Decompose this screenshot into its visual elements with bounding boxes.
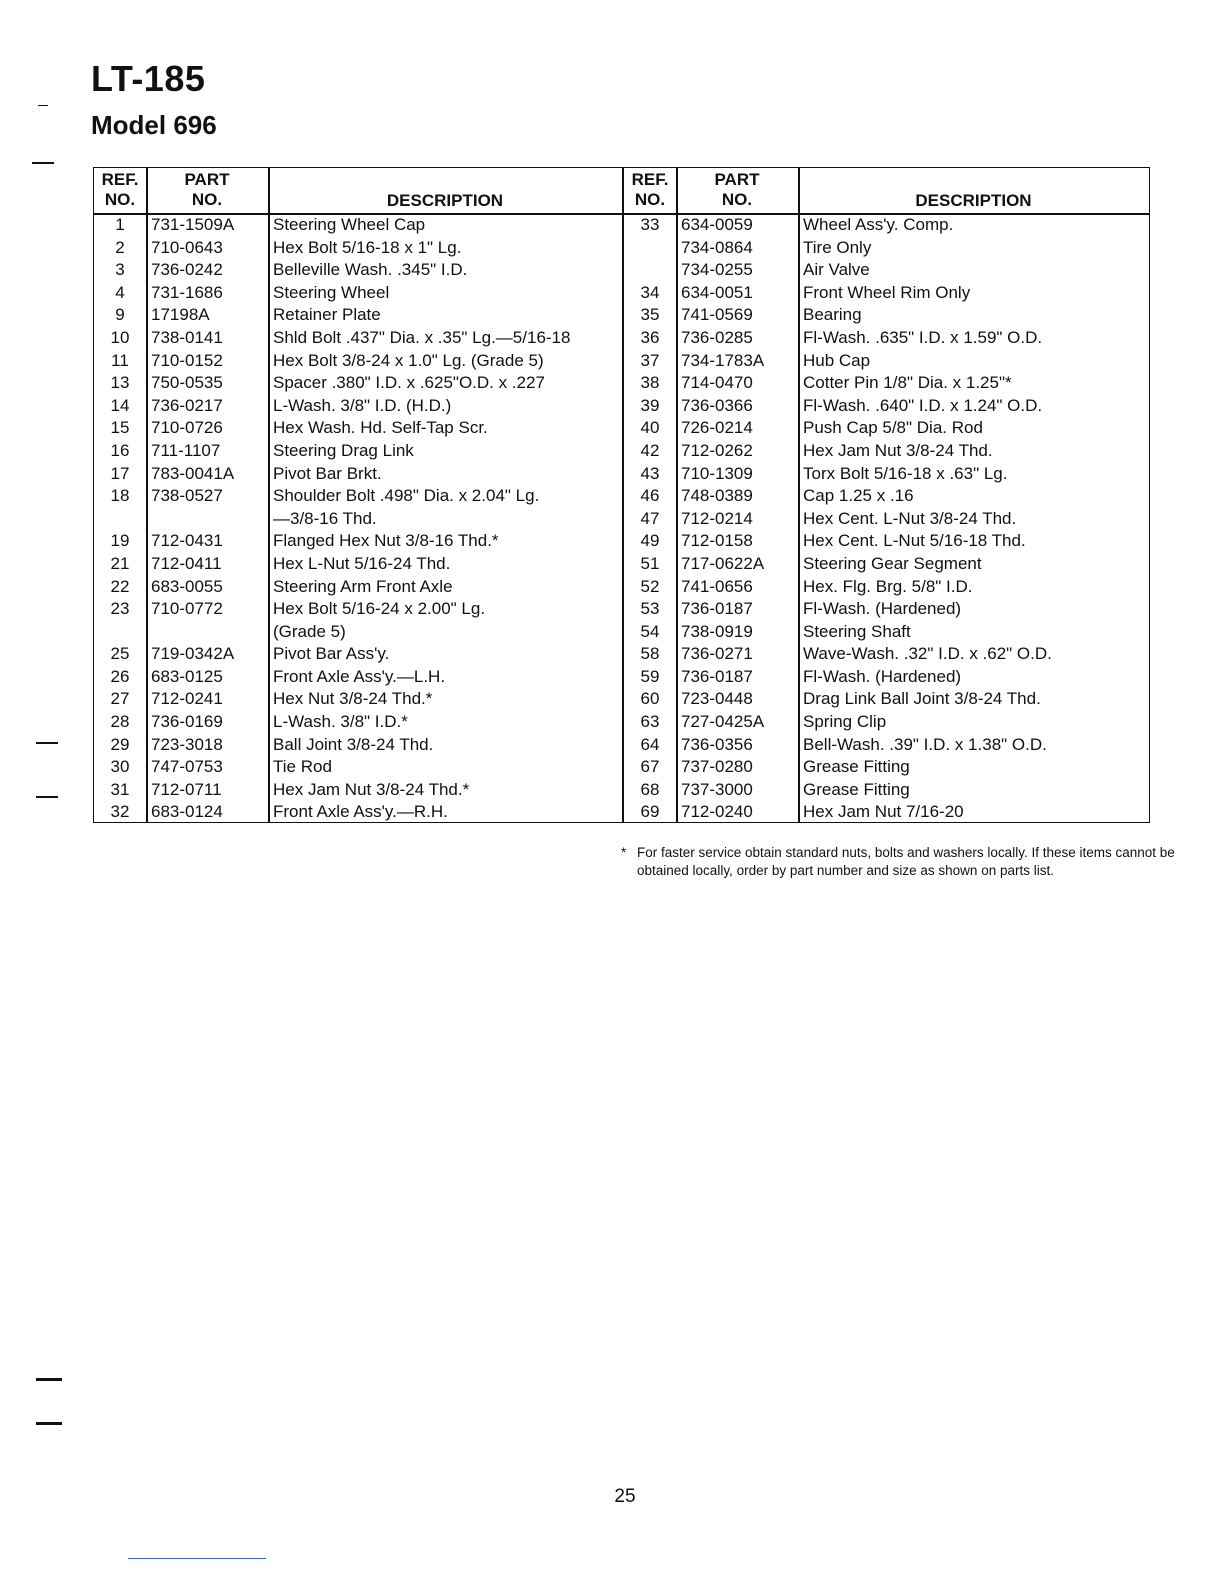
part-no: 736-0356 <box>681 734 753 754</box>
part-description: Hex Cent. L-Nut 5/16-18 Thd. <box>803 531 1026 551</box>
part-description: Hex Bolt 5/16-18 x 1" Lg. <box>273 237 462 257</box>
ref-no: 40 <box>640 418 660 438</box>
part-description: Hex Bolt 5/16-24 x 2.00" Lg. <box>273 599 486 619</box>
ref-no: 16 <box>110 440 130 460</box>
ref-no: 29 <box>110 734 130 754</box>
margin-mark <box>36 1422 62 1425</box>
part-description: Front Wheel Rim Only <box>803 282 971 302</box>
ref-no: 31 <box>110 779 130 799</box>
right-rows <box>624 214 1149 824</box>
page-number: 25 <box>614 1486 636 1507</box>
part-no: 737-0280 <box>681 757 753 777</box>
table-row <box>94 440 624 463</box>
footnote <box>621 844 1181 880</box>
ref-no: 11 <box>111 350 129 370</box>
table-row <box>94 598 624 621</box>
part-no: 731-1509A <box>151 215 235 234</box>
part-description: Steering Arm Front Axle <box>273 576 453 596</box>
footer-rule <box>128 1558 266 1559</box>
part-no-header <box>146 168 268 213</box>
ref-no: 69 <box>640 802 660 822</box>
part-no: 727-0425A <box>681 712 765 732</box>
table-row <box>624 417 1149 440</box>
part-no: 736-0169 <box>151 712 223 732</box>
part-description: Bell-Wash. .39" I.D. x 1.38" O.D. <box>803 734 1047 754</box>
ref-no: 38 <box>640 373 660 393</box>
table-row <box>94 688 624 711</box>
ref-no: 19 <box>110 531 130 551</box>
part-no: 736-0242 <box>151 260 223 280</box>
ref-no: 58 <box>640 644 660 664</box>
table-row <box>94 214 624 237</box>
ref-no: 60 <box>640 689 660 709</box>
table-row <box>624 508 1149 531</box>
table-row <box>94 643 624 666</box>
part-description: Wheel Ass'y. Comp. <box>803 215 954 234</box>
part-no: 738-0527 <box>151 486 223 506</box>
table-row <box>624 598 1149 621</box>
table-row <box>624 395 1149 418</box>
part-description: Bearing <box>803 305 862 325</box>
table-row <box>624 666 1149 689</box>
table-row <box>624 304 1149 327</box>
part-header-top: PART <box>184 170 230 189</box>
table-row <box>624 282 1149 305</box>
part-description: Front Axle Ass'y.—L.H. <box>273 666 446 686</box>
part-no: 747-0753 <box>151 757 223 777</box>
part-description: Ball Joint 3/8-24 Thd. <box>273 734 434 754</box>
footnote-bullet: * <box>621 845 627 860</box>
ref-no: 28 <box>110 712 130 732</box>
part-no: 741-0656 <box>681 576 753 596</box>
table-row <box>94 237 624 260</box>
ref-no: 37 <box>640 350 660 370</box>
table-row <box>94 485 624 508</box>
ref-no: 49 <box>640 531 660 551</box>
part-header-bottom: NO. <box>191 190 223 209</box>
part-no: 712-0411 <box>151 553 222 573</box>
table-row <box>94 711 624 734</box>
table-row <box>624 576 1149 599</box>
table-row <box>624 440 1149 463</box>
part-no: 737-3000 <box>681 779 753 799</box>
table-row <box>94 530 624 553</box>
ref-header-bottom: NO. <box>634 190 666 209</box>
table-row <box>624 643 1149 666</box>
table-row <box>624 259 1149 282</box>
parts-table-right <box>624 168 1149 822</box>
table-row <box>624 621 1149 644</box>
ref-no: 52 <box>640 576 660 596</box>
ref-no: 14 <box>110 395 130 415</box>
table-row <box>94 417 624 440</box>
table-row <box>94 621 624 644</box>
table-row <box>94 756 624 779</box>
part-no: 723-0448 <box>681 689 753 709</box>
part-no: 712-0240 <box>681 802 753 822</box>
part-description: Hub Cap <box>803 350 871 370</box>
part-description: Tire Only <box>803 237 872 257</box>
description-header: DESCRIPTION <box>915 191 1032 210</box>
margin-mark <box>36 742 58 744</box>
table-row <box>624 688 1149 711</box>
ref-header-top: REF. <box>631 170 669 189</box>
ref-no: 15 <box>110 418 130 438</box>
part-no: 710-0152 <box>151 350 223 370</box>
part-description: Fl-Wash. (Hardened) <box>803 599 962 619</box>
part-description: L-Wash. 3/8" I.D.* <box>273 712 408 732</box>
part-description: Torx Bolt 5/16-18 x .63" Lg. <box>803 463 1008 483</box>
part-no: 726-0214 <box>681 418 753 438</box>
ref-no: 51 <box>640 553 660 573</box>
ref-header-bottom: NO. <box>104 190 136 209</box>
table-row <box>94 553 624 576</box>
ref-no: 27 <box>110 689 130 709</box>
part-description: Steering Gear Segment <box>803 553 982 573</box>
part-description: Shld Bolt .437" Dia. x .35" Lg.—5/16-18 <box>273 327 571 347</box>
part-description: Flanged Hex Nut 3/8-16 Thd.* <box>273 531 499 551</box>
part-no: 711-1107 <box>151 440 221 460</box>
ref-no: 21 <box>110 553 130 573</box>
part-no: 783-0041A <box>151 463 235 483</box>
ref-no: 18 <box>110 486 130 506</box>
part-description: Pivot Bar Brkt. <box>273 463 382 483</box>
parts-table-left <box>94 168 624 822</box>
part-description: (Grade 5) <box>273 621 346 641</box>
part-description: Fl-Wash. .635" I.D. x 1.59" O.D. <box>803 327 1043 347</box>
ref-no: 64 <box>640 734 660 754</box>
part-no: 717-0622A <box>681 553 765 573</box>
part-no: 710-0726 <box>151 418 223 438</box>
ref-no: 59 <box>640 666 660 686</box>
part-no: 710-0772 <box>151 599 223 619</box>
part-no: 683-0055 <box>151 576 223 596</box>
ref-no: 2 <box>115 237 125 257</box>
part-description: Hex Jam Nut 3/8-24 Thd. <box>803 440 993 460</box>
part-no: 634-0051 <box>681 282 753 302</box>
part-no: 748-0389 <box>681 486 753 506</box>
part-description: Grease Fitting <box>803 779 910 799</box>
table-row <box>624 756 1149 779</box>
ref-no: 17 <box>110 463 130 483</box>
ref-no: 22 <box>110 576 130 596</box>
model-subtitle: Model 696 <box>91 110 217 140</box>
table-row <box>624 553 1149 576</box>
ref-no: 43 <box>640 463 660 483</box>
ref-no: 23 <box>110 599 130 619</box>
part-no: 736-0187 <box>681 666 753 686</box>
ref-no: 68 <box>640 779 660 799</box>
table-row <box>94 508 624 531</box>
part-no: 736-0271 <box>681 644 753 664</box>
table-row <box>94 801 624 824</box>
part-description: Steering Wheel <box>273 282 390 302</box>
ref-no: 25 <box>110 644 130 664</box>
part-no: 736-0187 <box>681 599 753 619</box>
part-no: 750-0535 <box>151 373 223 393</box>
table-row <box>624 463 1149 486</box>
part-description: Spring Clip <box>803 712 887 732</box>
part-description: Belleville Wash. .345" I.D. <box>273 260 468 280</box>
part-no: 712-0431 <box>151 531 223 551</box>
table-row <box>624 779 1149 802</box>
ref-no: 4 <box>115 282 125 302</box>
table-row <box>94 779 624 802</box>
margin-mark <box>38 105 48 106</box>
table-row <box>94 666 624 689</box>
part-no: 17198A <box>151 305 210 325</box>
part-no-header <box>676 168 798 213</box>
part-description: Shoulder Bolt .498" Dia. x 2.04" Lg. <box>273 486 540 506</box>
table-row <box>94 395 624 418</box>
ref-no: 9 <box>115 305 125 325</box>
table-row <box>624 372 1149 395</box>
part-description: Cotter Pin 1/8" Dia. x 1.25"* <box>803 373 1012 393</box>
ref-no: 46 <box>640 486 660 506</box>
table-row <box>624 734 1149 757</box>
part-no: 710-1309 <box>681 463 753 483</box>
part-description: Steering Drag Link <box>273 440 414 460</box>
part-description: Steering Wheel Cap <box>273 215 426 234</box>
table-row <box>624 214 1149 237</box>
table-row <box>624 327 1149 350</box>
table-row <box>94 463 624 486</box>
part-header-bottom: NO. <box>721 190 753 209</box>
part-no: 712-0262 <box>681 440 753 460</box>
part-no: 736-0285 <box>681 327 753 347</box>
table-row <box>94 304 624 327</box>
part-no: 741-0569 <box>681 305 753 325</box>
table-row <box>624 530 1149 553</box>
ref-no: 26 <box>110 666 130 686</box>
table-row <box>94 734 624 757</box>
part-no: 712-0241 <box>151 689 223 709</box>
part-no: 731-1686 <box>151 282 223 302</box>
description-header: DESCRIPTION <box>386 191 504 210</box>
table-row <box>624 485 1149 508</box>
part-no: 736-0366 <box>681 395 753 415</box>
ref-no: 30 <box>110 757 130 777</box>
ref-no: 33 <box>640 215 660 234</box>
ref-no-header <box>94 168 146 213</box>
part-no: 723-3018 <box>151 734 223 754</box>
ref-no: 67 <box>640 757 660 777</box>
part-description: —3/8-16 Thd. <box>273 508 377 528</box>
table-row <box>624 350 1149 373</box>
margin-mark <box>32 162 54 164</box>
left-rows <box>94 214 624 824</box>
part-description: Air Valve <box>803 260 870 280</box>
part-no: 734-0255 <box>681 260 753 280</box>
parts-table <box>93 167 1150 823</box>
ref-no: 47 <box>640 508 660 528</box>
ref-no: 10 <box>110 327 130 347</box>
part-description: Fl-Wash. .640" I.D. x 1.24" O.D. <box>803 395 1043 415</box>
table-row <box>94 282 624 305</box>
part-description: L-Wash. 3/8" I.D. (H.D.) <box>273 395 452 415</box>
ref-no: 39 <box>640 395 660 415</box>
ref-no: 13 <box>110 373 130 393</box>
margin-mark <box>36 796 58 798</box>
part-description: Retainer Plate <box>273 305 381 325</box>
part-no: 683-0124 <box>151 802 223 822</box>
part-description: Hex Jam Nut 7/16-20 <box>803 802 964 822</box>
part-description: Push Cap 5/8" Dia. Rod <box>803 418 983 438</box>
part-description: Hex L-Nut 5/16-24 Thd. <box>273 553 451 573</box>
part-no: 714-0470 <box>681 373 753 393</box>
part-description: Steering Shaft <box>803 621 911 641</box>
ref-no: 35 <box>640 305 660 325</box>
part-description: Hex Nut 3/8-24 Thd.* <box>273 689 433 709</box>
table-row <box>624 711 1149 734</box>
part-description: Spacer .380" I.D. x .625"O.D. x .227 <box>273 373 545 393</box>
ref-no: 3 <box>115 260 125 280</box>
ref-no: 42 <box>640 440 660 460</box>
ref-no: 54 <box>640 621 660 641</box>
part-no: 736-0217 <box>151 395 223 415</box>
part-description: Cap 1.25 x .16 <box>803 486 914 506</box>
part-description: Pivot Bar Ass'y. <box>273 644 390 664</box>
part-no: 712-0711 <box>151 779 222 799</box>
ref-no-header <box>624 168 676 213</box>
table-row <box>94 327 624 350</box>
part-no: 683-0125 <box>151 666 223 686</box>
part-no: 712-0214 <box>681 508 753 528</box>
part-no: 734-0864 <box>681 237 753 257</box>
ref-no: 34 <box>640 282 660 302</box>
part-description: Wave-Wash. .32" I.D. x .62" O.D. <box>803 644 1052 664</box>
table-row <box>94 259 624 282</box>
part-description: Hex Cent. L-Nut 3/8-24 Thd. <box>803 508 1017 528</box>
ref-no: 32 <box>110 802 130 822</box>
part-description: Hex Wash. Hd. Self-Tap Scr. <box>273 418 488 438</box>
table-row <box>94 372 624 395</box>
table-row <box>94 350 624 373</box>
ref-no: 53 <box>640 599 660 619</box>
part-no: 710-0643 <box>151 237 223 257</box>
part-no: 738-0919 <box>681 621 753 641</box>
ref-no: 63 <box>640 712 660 732</box>
part-description: Drag Link Ball Joint 3/8-24 Thd. <box>803 689 1041 709</box>
part-header-top: PART <box>714 170 760 189</box>
table-row <box>624 801 1149 824</box>
page-title: LT-185 <box>91 58 206 99</box>
part-description: Front Axle Ass'y.—R.H. <box>273 802 448 822</box>
ref-header-top: REF. <box>101 170 139 189</box>
table-row <box>94 576 624 599</box>
part-description: Grease Fitting <box>803 757 910 777</box>
part-no: 734-1783A <box>681 350 765 370</box>
part-description: Hex. Flg. Brg. 5/8" I.D. <box>803 576 973 596</box>
ref-no: 36 <box>640 327 660 347</box>
ref-no: 1 <box>115 215 125 234</box>
footnote-text: For faster service obtain standard nuts, bolts and washers locally. If these items cannot be obtained locally, order by part number and size as shown on parts list. <box>637 845 1175 878</box>
part-no: 719-0342A <box>151 644 235 664</box>
margin-mark <box>36 1378 62 1381</box>
part-description: Tie Rod <box>273 757 332 777</box>
part-description: Fl-Wash. (Hardened) <box>803 666 962 686</box>
table-row <box>624 237 1149 260</box>
part-no: 634-0059 <box>681 215 753 234</box>
part-no: 738-0141 <box>151 327 223 347</box>
part-description: Hex Bolt 3/8-24 x 1.0" Lg. (Grade 5) <box>273 350 544 370</box>
part-description: Hex Jam Nut 3/8-24 Thd.* <box>273 779 470 799</box>
part-no: 712-0158 <box>681 531 753 551</box>
